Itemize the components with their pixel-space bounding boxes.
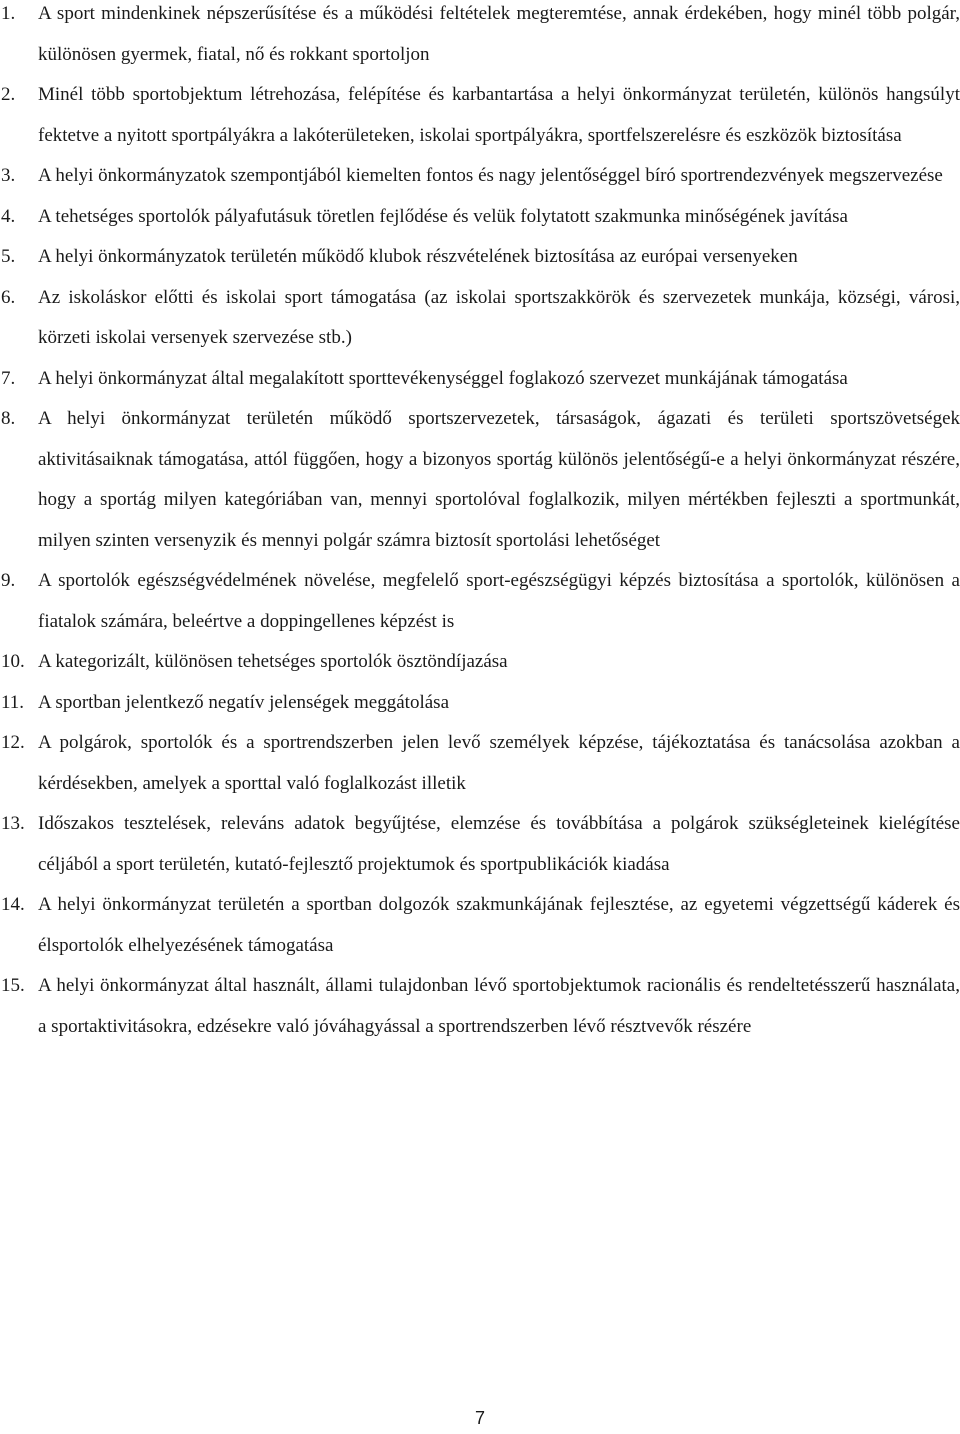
item-number: 4. (1, 205, 16, 227)
item-number: 10. (1, 651, 25, 672)
item-text: Minél több sportobjektum létrehozása, felépítése és karbantartása a helyi önkormányzat területén, különös hangsúlyt fektetve a nyitott sportpályákra a lakóterületeken, iskolai sportpályákra, sportfelszerelésre és eszközök biztosítása (38, 84, 960, 146)
item-text: A sportolók egészségvédelmének növelése, megfelelő sport-egészségügyi képzés biztosítása a sportolók, különösen a fiatalok számára, beleértve a doppingellenes képzést is (38, 570, 960, 632)
list-item (0, 885, 960, 966)
list-item (0, 156, 960, 197)
list-item (0, 0, 960, 75)
item-text: A sportban jelentkező negatív jelenségek meggátolása (38, 691, 449, 713)
item-number: 13. (1, 813, 25, 834)
item-text: Az iskoláskor előtti és iskolai sport támogatása (az iskolai sportszakkörök és szervezetek munkája, községi, városi, körzeti iskolai versenyek szervezése stb.) (38, 286, 960, 348)
item-number: 6. (1, 286, 16, 308)
item-text: A helyi önkormányzatok területén működő klubok részvételének biztosítása az európai versenyeken (38, 246, 798, 267)
list-item (0, 642, 960, 683)
item-number: 8. (1, 408, 16, 429)
list-item (0, 683, 960, 724)
item-number: 5. (1, 246, 16, 267)
item-text: A helyi önkormányzat által használt, állami tulajdonban lévő sportobjektumok racionális és rendeltetésszerű használata, a sportaktivitásokra, edzésekre való jóváhagyással a sportrendszerben lévő résztvevők részére (38, 975, 960, 1037)
list-item (0, 966, 960, 1047)
item-number: 7. (1, 367, 16, 389)
item-number: 3. (1, 165, 16, 186)
item-text: A helyi önkormányzat területén működő sportszervezetek, társaságok, ágazati és területi sportszövetségek aktivitásaiknak támogatása, attól függően, hogy a bizonyos sportág különös jelentőségű-e a helyi önkormányzat részére, hogy a sportág milyen kategóriában van, mennyi sportolóval foglalkozik, milyen mértékben fejleszti a sportmunkát, milyen szinten versenyzik és mennyi polgár számra biztosít sportolási lehetőséget (38, 408, 960, 551)
list-item (0, 197, 960, 238)
item-number: 15. (1, 975, 25, 996)
item-text: A polgárok, sportolók és a sportrendszerben jelen levő személyek képzése, tájékoztatása és tanácsolása azokban a kérdésekben, amelyek a sporttal való foglalkozást illetik (38, 732, 960, 794)
list-item (0, 399, 960, 561)
list-item (0, 359, 960, 400)
list-item (0, 723, 960, 804)
page-number: 7 (474, 1408, 485, 1428)
list-item (0, 75, 960, 156)
item-text: A sport mindenkinek népszerűsítése és a működési feltételek megteremtése, annak érdekében, hogy minél több polgár, különösen gyermek, fiatal, nő és rokkant sportoljon (38, 3, 960, 65)
item-number: 12. (1, 732, 25, 753)
item-number: 2. (1, 84, 16, 105)
item-number: 14. (1, 894, 25, 915)
list-item (0, 237, 960, 278)
item-number: 11. (1, 691, 25, 713)
list-item (0, 278, 960, 359)
list-item (0, 804, 960, 885)
item-number: 9. (1, 570, 16, 591)
list-item (0, 561, 960, 642)
item-text: A helyi önkormányzatok szempontjából kiemelten fontos és nagy jelentőséggel bíró sportrendezvények megszervezése (38, 165, 943, 186)
item-text: A helyi önkormányzat által megalakított sporttevékenységgel foglakozó szervezet munkájának támogatása (38, 367, 848, 389)
item-text: Időszakos tesztelések, releváns adatok begyűjtése, elemzése és továbbítása a polgárok szükségleteinek kielégítése céljából a sport területén, kutató-fejlesztő projektumok és sportpublikációk kiadása (38, 813, 960, 875)
item-number: 1. (1, 3, 16, 24)
item-text: A tehetséges sportolók pályafutásuk töretlen fejlődése és velük folytatott szakmunka minőségének javítása (38, 205, 848, 227)
item-text: A helyi önkormányzat területén a sportban dolgozók szakmunkájának fejlesztése, az egyetemi végzettségű káderek és élsportolók elhelyezésének támogatása (38, 894, 960, 956)
item-text: A kategorizált, különösen tehetséges sportolók ösztöndíjazása (38, 651, 508, 672)
